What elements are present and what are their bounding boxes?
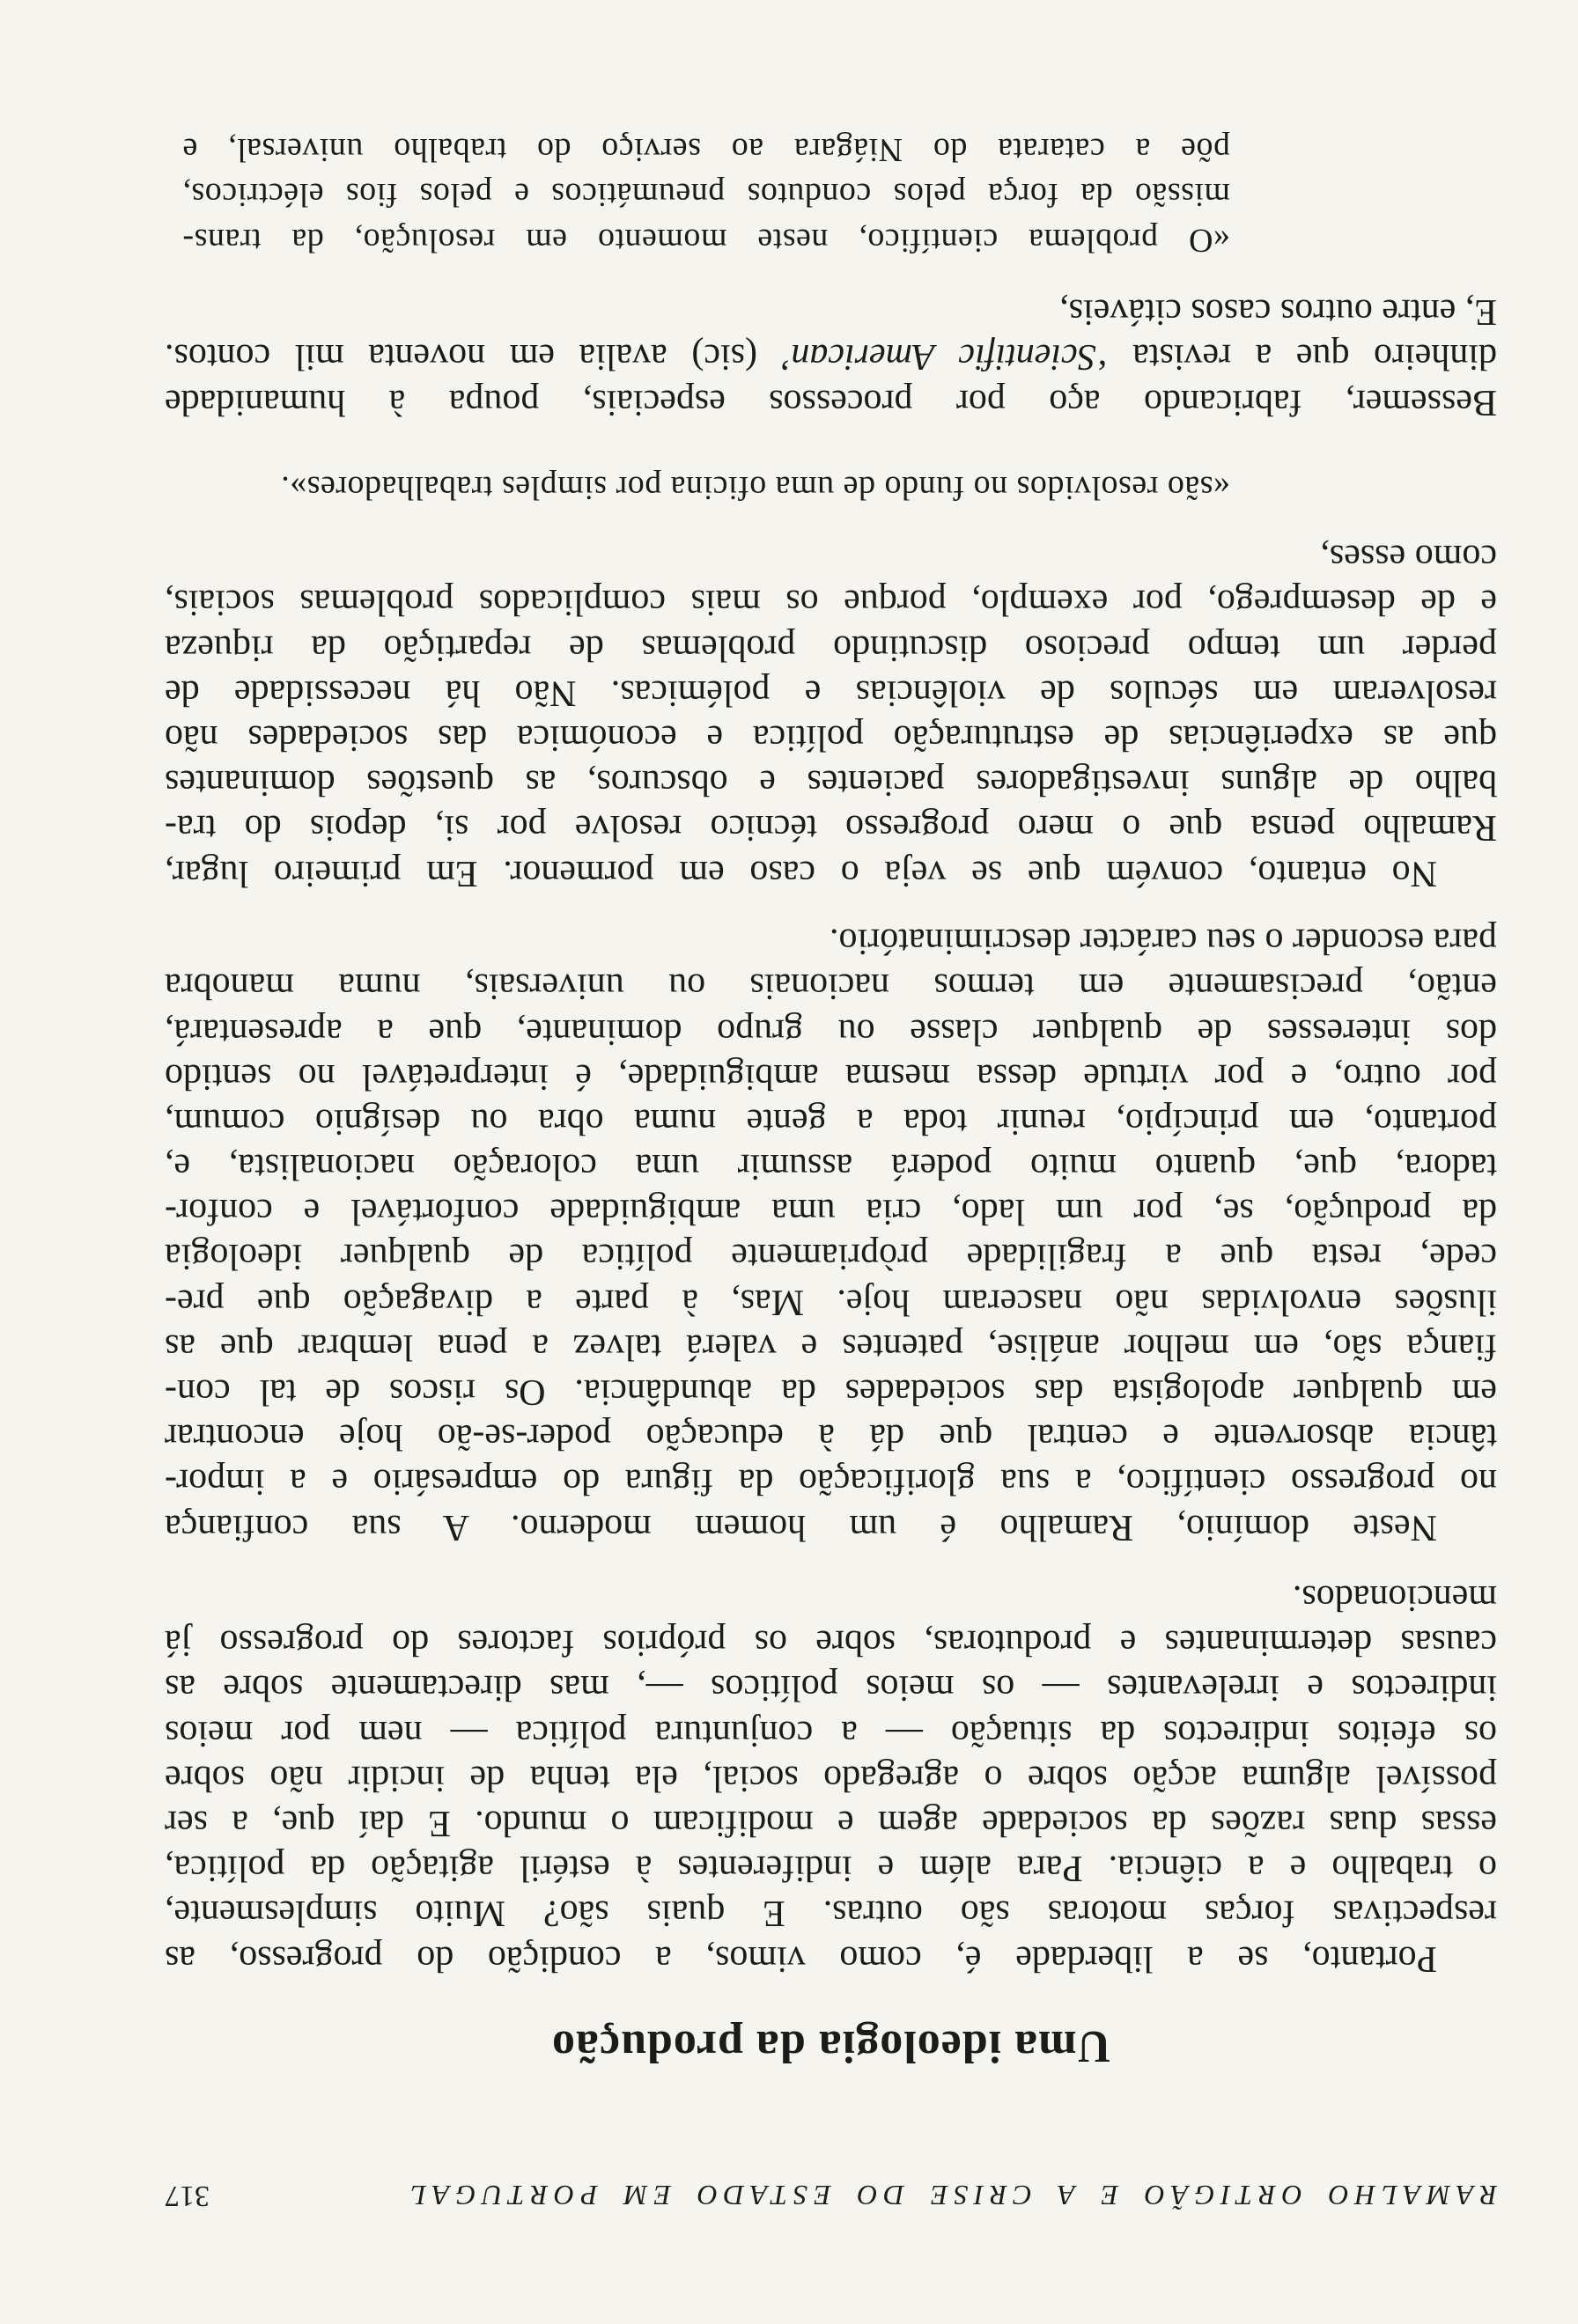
section-title: Uma ideologia da produção	[550, 2021, 1111, 2071]
paragraph-line: resolveram em séculos de violências e polémicas. Não há necessidade de	[165, 672, 1497, 713]
paragraph-4	[165, 289, 1497, 424]
paragraph-line: fiança são, em melhor análise, patentes e valerá talvez a pena lembrar que as	[165, 1326, 1497, 1367]
paragraph-line: respectivas forças motoras são outras. E quais são? Muito simplesmente,	[165, 1893, 1497, 1934]
paragraph-line: essas duas razões da sociedade agem e modificam o mundo. E daí que, a ser	[165, 1803, 1497, 1844]
paragraph-line: balho de alguns investigadores pacientes e obscuros, as questões dominantes	[165, 762, 1497, 804]
paragraph-line: da produção, se, por um lado, cria uma ambiguidade confortável e confor-	[165, 1191, 1497, 1232]
paragraph-line: e de desemprego, por exemplo, porque os mais complicados problemas sociais,	[165, 582, 1497, 623]
paragraph-line: em qualquer apologista das sociedades da abundância. Os riscos de tal con-	[165, 1372, 1497, 1413]
paragraph-line: perder um tempo precioso discutindo problemas de repartição da riqueza	[165, 627, 1497, 668]
block-quote-1	[182, 464, 1230, 509]
quote-line: põe a catarata do Niágara ao serviço do trabalho universal, e	[182, 131, 1230, 169]
block-quote-2	[182, 127, 1230, 262]
page-number: 317	[165, 2180, 210, 2212]
paragraph-line: possível alguma acção sobre o agregado social, ela tenha de incidir não sobre	[165, 1757, 1497, 1798]
quote-line: «O problema científico, neste momento em resolução, da trans-	[182, 221, 1230, 259]
paragraph-line: cede, resta que a fragilidade pròpriamente política de qualquer ideologia	[165, 1236, 1497, 1277]
paragraph-3	[165, 534, 1497, 895]
paragraph-line: como esses,	[1320, 537, 1497, 578]
paragraph-2	[165, 918, 1497, 1549]
paragraph-line: então, precisamente em termos nacionais ou universais, numa manobra	[165, 966, 1497, 1007]
paragraph-line: tadora, que, quanto muito poderá assumir uma coloração nacionalista, e,	[165, 1146, 1497, 1188]
paragraph-line	[165, 334, 1497, 379]
paragraph-line: Portanto, se a liberdade é, como vimos, a condição do progresso, as	[165, 1938, 1437, 1979]
paragraph-line: os efeitos indirectos da situação — a conjuntura política — nem por meios	[165, 1712, 1497, 1754]
paragraph-line: ilusões envolvidas não nasceram hoje. Mas, à parte a divagação que pre-	[165, 1281, 1497, 1322]
line-text: ’ (sic) avalia em noventa mil contos.	[164, 336, 792, 378]
paragraph-line: causas determinantes e produtoras, sobre os próprios factores do progresso já	[165, 1622, 1497, 1664]
paragraph-line: para esconder o seu carácter descriminatório.	[830, 921, 1497, 962]
paragraph-line: mencionados.	[1292, 1578, 1497, 1619]
paragraph-line: Bessemer, fabricando aço por processos especiais, poupa à humanidade	[165, 381, 1497, 423]
paragraph-line: no progresso científico, a sua glorificação da figura do empresário e a impor-	[165, 1461, 1497, 1503]
paragraph-line: No entanto, convém que se veja o caso em pormenor. Em primeiro lugar,	[165, 852, 1437, 894]
paragraph-line: tância absorvente e central que dá à educação poder-se-ão hoje encontrar	[165, 1416, 1497, 1458]
line-text: dinheiro que a revista ‘	[1095, 336, 1497, 378]
quote-line: missão da força pelos condutos pneumáticos e pelos fios eléctricos,	[182, 176, 1230, 214]
running-head: RAMALHO ORTIGÃO E A CRISE DO ESTADO EM PORTUGAL	[404, 2180, 1497, 2211]
paragraph-line: por outro, e por virtude dessa mesma ambiguidade, é interpretável no sentido	[165, 1055, 1497, 1097]
paragraph-line: Ramalho pensa que o mero progresso técnico resolve por si, depois do tra-	[165, 807, 1497, 849]
quote-line: «são resolvidos no fundo de uma oficina por simples trabalhadores».	[280, 468, 1230, 506]
paragraph-line: Neste domínio, Ramalho é um homem moderno. A sua confiança	[165, 1506, 1437, 1548]
paragraph-line: que as experiências de estruturação política e económica das sociedades não	[165, 717, 1497, 759]
paragraph-1	[165, 1575, 1497, 1981]
paragraph-line: o trabalho e a ciência. Para além e indiferentes à estéril agitação da política,	[165, 1848, 1497, 1889]
paragraph-line: E, entre outros casos citáveis,	[1059, 291, 1497, 333]
journal-title-italic: Scientific American	[791, 336, 1096, 378]
paragraph-line: indirectos e irrelevantes — os meios políticos —, mas directamente sobre as	[165, 1667, 1497, 1709]
paragraph-line: portanto, em princípio, reunir toda a gente numa obra ou desígnio comum,	[165, 1100, 1497, 1142]
paragraph-line: dos interesses de qualquer classe ou grupo dominante, que a apresentará,	[165, 1011, 1497, 1052]
